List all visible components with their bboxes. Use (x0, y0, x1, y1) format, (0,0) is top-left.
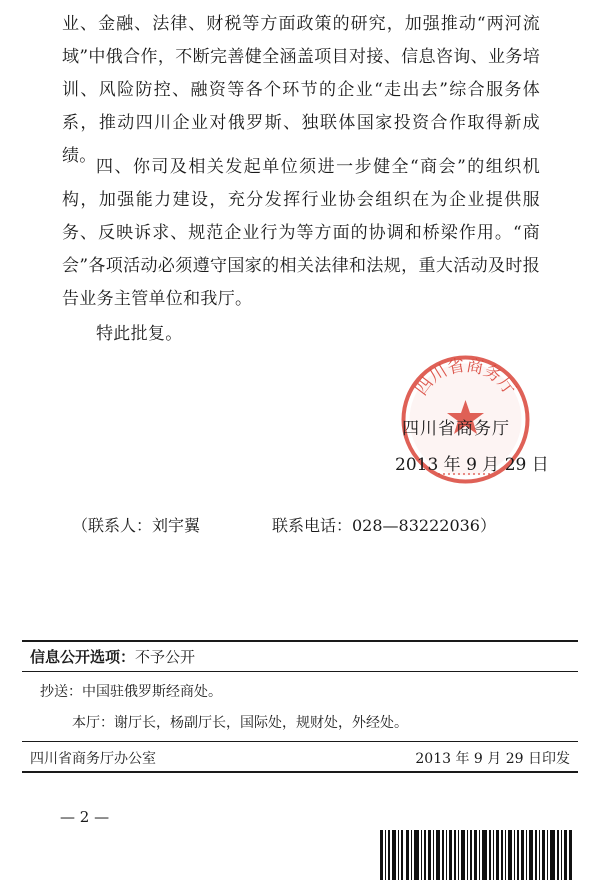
cc-external: 抄送：中国驻俄罗斯经商处。 (40, 684, 222, 700)
barcode-icon (378, 828, 574, 882)
seal-text: 四川省商务厅 (411, 355, 520, 400)
disclosure-value: 不予公开 (135, 648, 196, 666)
contact-person: （联系人：刘宇翼 (72, 516, 201, 535)
page-number: — 2 — (60, 808, 110, 826)
body-paragraph-2: 四、你司及相关发起单位须进一步健全“商会”的组织机构，加强能力建设，充分发挥行业协会组织在为企业提供服务、反映诉求、规范企业行为等方面的协调和桥梁作用。“商会”各项活动必须遵守国家的相关法律和法规，重大活动及时报告业务主管单位和我厅。 (62, 157, 540, 309)
closing-phrase: 特此批复。 (96, 324, 183, 344)
divider-bottom (22, 771, 578, 773)
body-paragraph-1: 业、金融、法律、财税等方面政策的研究，加强推动“两河流域”中俄合作，不断完善健全涵盖项目对接、信息咨询、业务培训、风险防控、融资等各个环节的企业“走出去”综合服务体系，推动四川企业对俄罗斯、独联体国家投资合作取得新成绩。 (62, 14, 540, 166)
contact-phone: 联系电话：028—83222036） (272, 516, 496, 535)
cc-internal: 本厅：谢厅长，杨副厅长，国际处，规财处，外经处。 (72, 715, 408, 731)
disclosure-option (30, 646, 195, 667)
footer-print-date: 2013 年 9 月 29 日印发 (415, 751, 570, 767)
divider-top (22, 640, 578, 642)
divider-lower (22, 741, 578, 742)
issue-date: 2013 年 9 月 29 日 (395, 455, 549, 475)
divider-mid (22, 671, 578, 672)
footer-office: 四川省商务厅办公室 (30, 751, 156, 767)
issuing-org: 四川省商务厅 (402, 419, 510, 439)
disclosure-label: 信息公开选项： (30, 648, 136, 666)
